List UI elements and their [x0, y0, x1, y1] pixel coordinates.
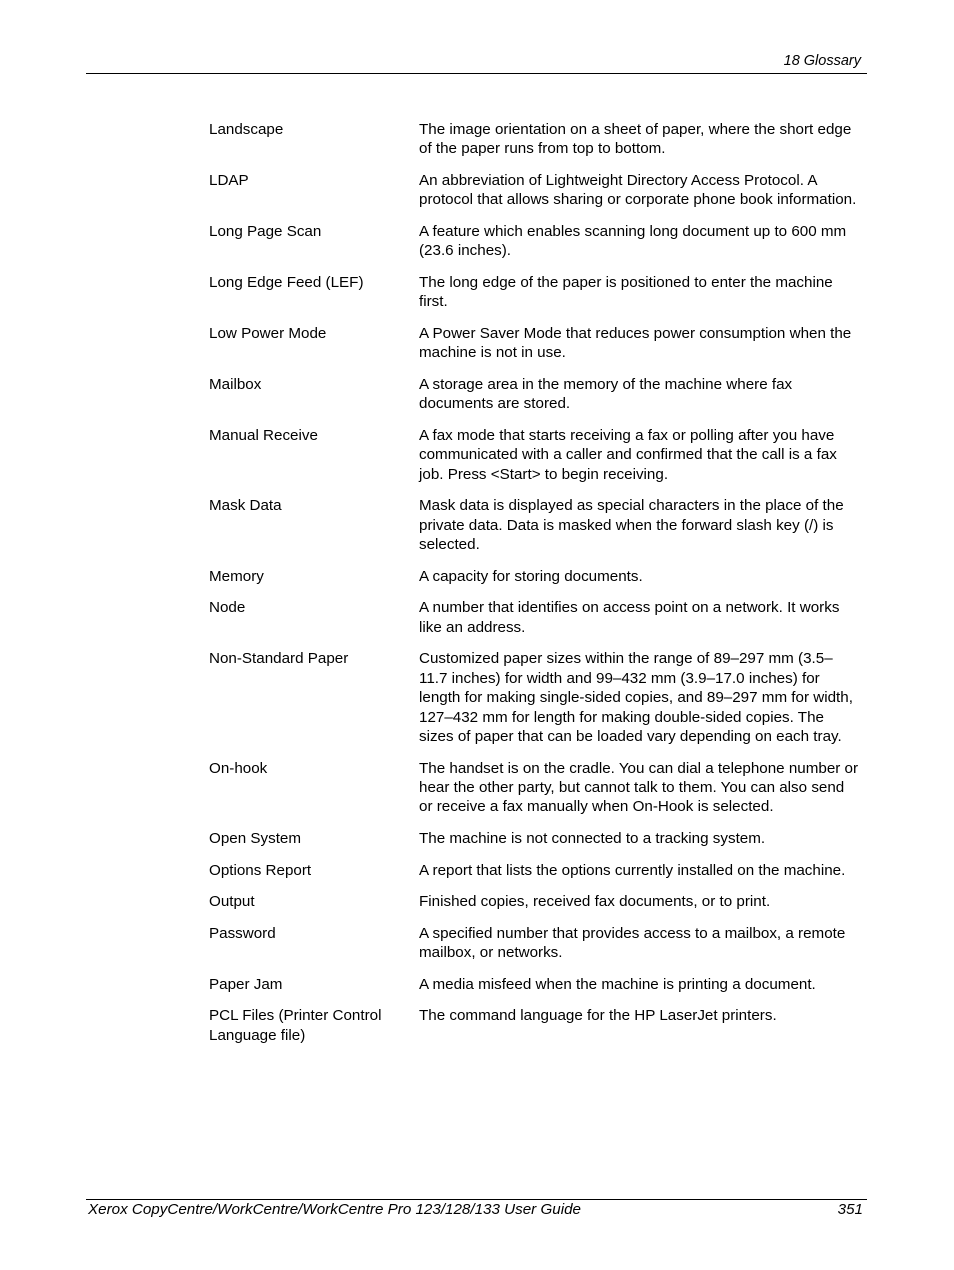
glossary-definition: The handset is on the cradle. You can dial a telephone number or hear the other party, but cannot talk to them. You can also send or receive a fax manually when On-Hook is selected.: [419, 759, 859, 816]
glossary-entry: [209, 567, 859, 586]
glossary-definition: A capacity for storing documents.: [419, 567, 643, 585]
glossary-term: Node: [209, 599, 246, 617]
page-number: 351: [837, 1201, 863, 1218]
glossary-definition: Customized paper sizes within the range of 89–297 mm (3.5–11.7 inches) for width and 99–432 mm (3.9–17.0 inches) for length for making single-sided copies, and 89–297 mm for width, 127–432 mm for length for making double-sided copies. The sizes of paper that can be loaded vary depending on each tray.: [419, 650, 853, 746]
glossary-definition: A fax mode that starts receiving a fax or polling after you have communicated with a caller and confirmed that the call is a fax job. Press <Start> to begin receiving.: [419, 427, 837, 483]
glossary-term: Landscape: [209, 121, 284, 138]
glossary-definition: A specified number that provides access to a mailbox, a remote mailbox, or networks.: [419, 924, 846, 962]
glossary-entry: [209, 861, 859, 880]
glossary-term: Long Edge Feed (LEF): [209, 274, 364, 291]
footer-divider: [86, 1199, 867, 1200]
glossary-definition: The image orientation on a sheet of paper, where the short edge of the paper runs from top to bottom.: [419, 121, 852, 158]
glossary-entry: [209, 892, 859, 911]
glossary-entry: [209, 829, 859, 848]
glossary-term: LDAP: [209, 172, 249, 189]
glossary-definition: A report that lists the options currently installed on the machine.: [419, 861, 846, 879]
footer-document-title: Xerox CopyCentre/WorkCentre/WorkCentre Pro 123/128/133 User Guide: [88, 1201, 581, 1218]
glossary-definition: Mask data is displayed as special characters in the place of the private data. Data is masked when the forward slash key (/) is selected.: [419, 497, 844, 554]
glossary-term: Memory: [209, 567, 264, 585]
glossary-definition: A Power Saver Mode that reduces power consumption when the machine is not in use.: [419, 325, 852, 362]
glossary-definition: A storage area in the memory of the machine where fax documents are stored.: [419, 376, 793, 413]
glossary-entry: [209, 171, 859, 210]
glossary-term: Mask Data: [209, 497, 282, 515]
glossary-term: Options Report: [209, 861, 312, 879]
glossary-entry: [209, 273, 859, 312]
glossary-term: On-hook: [209, 759, 268, 777]
glossary-definition: The command language for the HP LaserJet printers.: [419, 1007, 777, 1025]
glossary-entry: [209, 375, 859, 414]
glossary-term: Password: [209, 924, 276, 942]
glossary-definition: The machine is not connected to a tracking system.: [419, 830, 766, 848]
glossary-definition: The long edge of the paper is positioned to enter the machine first.: [419, 274, 833, 311]
running-header: 18 Glossary: [783, 53, 861, 69]
glossary-list: [209, 120, 859, 1057]
glossary-term: Long Page Scan: [209, 223, 322, 240]
glossary-term: Mailbox: [209, 376, 262, 393]
glossary-term: Low Power Mode: [209, 325, 327, 342]
glossary-entry: [209, 598, 859, 637]
header-divider: [86, 73, 867, 74]
glossary-entry: [209, 496, 859, 554]
glossary-term: PCL Files (Printer Control Language file): [209, 1007, 382, 1044]
glossary-entry: [209, 649, 859, 746]
glossary-definition: Finished copies, received fax documents, or to print.: [419, 893, 771, 911]
glossary-definition: A number that identifies on access point on a network. It works like an address.: [419, 599, 840, 636]
glossary-entry: [209, 975, 859, 994]
glossary-term: Non-Standard Paper: [209, 650, 349, 668]
glossary-entry: [209, 426, 859, 484]
glossary-entry: [209, 1006, 859, 1045]
glossary-entry: [209, 759, 859, 817]
glossary-definition: A feature which enables scanning long document up to 600 mm (23.6 inches).: [419, 223, 847, 260]
glossary-definition: A media misfeed when the machine is printing a document.: [419, 975, 816, 993]
glossary-entry: [209, 324, 859, 363]
glossary-term: Open System: [209, 830, 302, 848]
glossary-term: Paper Jam: [209, 975, 283, 993]
glossary-term: Output: [209, 893, 255, 911]
glossary-definition: An abbreviation of Lightweight Directory Access Protocol. A protocol that allows sharing or corporate phone book information.: [419, 172, 857, 209]
glossary-term: Manual Receive: [209, 427, 318, 444]
glossary-entry: [209, 120, 859, 159]
glossary-entry: [209, 222, 859, 261]
glossary-entry: [209, 924, 859, 963]
